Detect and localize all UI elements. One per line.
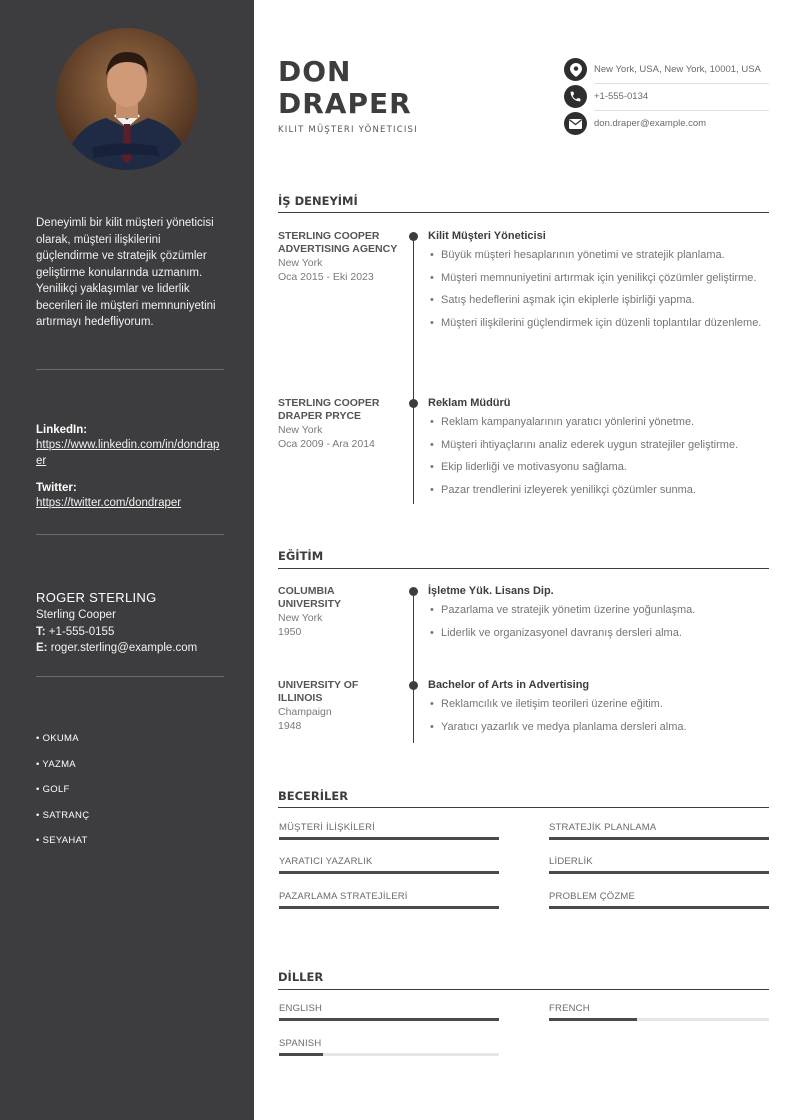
bullet-item: • Müşteri ilişkilerini güçlendirmek için düzenli toplantılar düzenleme. <box>428 316 768 331</box>
skill-item <box>279 891 499 909</box>
skill-name: STRATEJİK PLANLAMA <box>549 822 657 833</box>
bullet-item: • Reklamcılık ve iletişim teorileri üzerine eğitim. <box>428 697 768 712</box>
education-entry-details <box>428 679 768 742</box>
skill-bar <box>549 871 769 874</box>
reference-title: REFERANS <box>36 555 109 569</box>
language-bar-fill <box>549 1018 637 1021</box>
reference-email-label: E: <box>36 642 48 654</box>
reference-name: ROGER STERLING <box>36 590 157 605</box>
language-bar-fill <box>279 1018 499 1021</box>
reference-phone-row <box>36 624 224 641</box>
skill-bar-fill <box>549 837 769 840</box>
skill-bar-fill <box>549 906 769 909</box>
language-item <box>279 1038 499 1056</box>
language-bar <box>279 1018 499 1021</box>
experience-location: New York <box>278 257 323 269</box>
languages-rule <box>278 989 769 990</box>
skill-name: PAZARLAMA STRATEJİLERİ <box>279 891 408 902</box>
sidebar-divider <box>36 369 224 370</box>
experience-position: Reklam Müdürü <box>428 397 511 409</box>
skill-bar-fill <box>279 906 499 909</box>
phone-icon <box>564 85 587 108</box>
language-bar <box>279 1053 499 1056</box>
links-section <box>36 390 224 511</box>
contact-email-text: don.draper@example.com <box>594 118 707 129</box>
links-title: BAĞLANTILAR <box>36 390 133 404</box>
education-school: UNIVERSITY OF ILLINOIS <box>278 679 359 704</box>
skill-item <box>549 891 769 909</box>
skill-bar <box>549 837 769 840</box>
education-degree: Bachelor of Arts in Advertising <box>428 679 590 691</box>
hobby-item: • SATRANÇ <box>36 809 90 821</box>
language-name: ENGLISH <box>279 1003 323 1014</box>
education-bullets <box>428 603 768 641</box>
experience-entry-meta <box>278 230 398 284</box>
about-title: HAKKIMDA <box>36 183 112 197</box>
bullet-item: • Liderlik ve organizasyonel davranış dersleri alma. <box>428 626 768 641</box>
location-pin-icon <box>564 58 587 81</box>
skill-name: LİDERLİK <box>549 856 593 867</box>
name-last: DRAPER <box>278 87 412 120</box>
skill-item <box>549 822 769 840</box>
education-degree: İşletme Yük. Lisans Dip. <box>428 585 554 597</box>
education-bullets <box>428 697 768 735</box>
twitter-link[interactable]: https://twitter.com/dondraper <box>36 497 182 509</box>
reference-section <box>36 555 224 657</box>
education-timeline <box>413 591 414 743</box>
language-bar-fill <box>279 1053 323 1056</box>
contact-address <box>564 56 769 83</box>
twitter-label: Twitter: <box>36 482 77 494</box>
skill-item <box>549 856 769 874</box>
bullet-item: • Ekip liderliği ve motivasyonu sağlama. <box>428 460 768 475</box>
experience-dates: Oca 2009 - Ara 2014 <box>278 438 375 450</box>
education-year: 1950 <box>278 626 302 638</box>
skill-bar-fill <box>279 837 499 840</box>
contact-email <box>564 110 769 137</box>
hobby-item: • GOLF <box>36 784 70 795</box>
education-rule <box>278 568 769 569</box>
education-location: Champaign <box>278 706 332 718</box>
reference-email: roger.sterling@example.com <box>50 642 198 654</box>
skill-bar <box>549 906 769 909</box>
experience-entry-meta <box>278 397 398 451</box>
language-item <box>279 1003 499 1021</box>
about-section <box>36 183 224 331</box>
skills-rule <box>278 807 769 808</box>
hobby-list <box>36 733 224 861</box>
experience-title: İŞ DENEYİMİ <box>278 194 358 208</box>
hobbies-title: HOBİLER <box>36 697 97 711</box>
experience-org: STERLING COOPER DRAPER PRYCE <box>278 397 380 422</box>
email-icon <box>564 112 587 135</box>
timeline-dot <box>409 399 418 408</box>
reference-company: Sterling Cooper <box>36 609 116 621</box>
skill-bar-fill <box>549 871 769 874</box>
language-item <box>549 1003 769 1021</box>
language-name: FRENCH <box>549 1003 590 1014</box>
experience-rule <box>278 212 769 213</box>
bullet-item: • Yaratıcı yazarlık ve medya planlama dersleri alma. <box>428 720 768 735</box>
skill-item <box>279 856 499 874</box>
experience-dates: Oca 2015 - Eki 2023 <box>278 271 374 283</box>
education-year: 1948 <box>278 720 302 732</box>
reference-phone: +1-555-0155 <box>48 625 115 638</box>
experience-position: Kilit Müşteri Yöneticisi <box>428 230 546 242</box>
linkedin-link[interactable]: https://www.linkedin.com/in/dondraper <box>36 439 220 467</box>
bullet-item: • Pazarlama ve stratejik yönetim üzerine yoğunlaşma. <box>428 603 768 618</box>
bullet-item: • Pazar trendlerini izleyerek yenilikçi çözümler sunma. <box>428 483 768 498</box>
language-bar <box>549 1018 769 1021</box>
skills-title: BECERİLER <box>278 789 349 803</box>
education-entry-meta <box>278 679 398 733</box>
language-name: SPANISH <box>279 1038 322 1049</box>
experience-bullets <box>428 248 768 331</box>
contact-address-text: New York, USA, New York, 10001, USA <box>594 64 761 75</box>
skill-bar <box>279 906 499 909</box>
skill-name: YARATICI YAZARLIK <box>279 856 373 867</box>
education-location: New York <box>278 612 323 624</box>
experience-entry-details <box>428 230 768 338</box>
linkedin-label: LinkedIn: <box>36 424 88 436</box>
skill-name: PROBLEM ÇÖZME <box>549 891 635 902</box>
experience-entry-details <box>428 397 768 505</box>
education-entry-details <box>428 585 768 648</box>
skill-bar-fill <box>279 871 499 874</box>
experience-timeline <box>413 236 414 504</box>
sidebar-divider <box>36 676 224 677</box>
experience-org: STERLING COOPER ADVERTISING AGENCY <box>278 230 398 255</box>
timeline-dot <box>409 587 418 596</box>
languages-title: DİLLER <box>278 970 324 984</box>
education-entry-meta <box>278 585 398 639</box>
hobby-item: • YAZMA <box>36 758 76 770</box>
bullet-item: • Reklam kampanyalarının yaratıcı yönlerini yönetme. <box>428 415 768 430</box>
hobby-item: • SEYAHAT <box>36 835 88 846</box>
bullet-item: • Büyük müşteri hesaplarının yönetimi ve stratejik planlama. <box>428 248 768 263</box>
timeline-dot <box>409 681 418 690</box>
skill-item <box>279 822 499 840</box>
hobby-item: • OKUMA <box>36 733 79 744</box>
bullet-item: • Müşteri ihtiyaçlarını analiz ederek uygun stratejiler geliştirme. <box>428 438 768 453</box>
experience-location: New York <box>278 424 323 436</box>
name-first: DON <box>278 55 352 88</box>
bullet-item: • Satış hedeflerini aşmak için ekiplerle işbirliği yapma. <box>428 293 768 308</box>
reference-email-row <box>36 640 224 657</box>
experience-bullets <box>428 415 768 498</box>
candidate-role: KILIT MÜŞTERI YÖNETICISI <box>278 125 418 135</box>
sidebar-divider <box>36 534 224 535</box>
about-text: Deneyimli bir kilit müşteri yöneticisi olarak, müşteri ilişkilerini güçlendirme ve stratejik çözümler geliştirme konularında uzmanım. Yenilikçi yaklaşımlar ve liderlik becerileri ile müşteri memnuniyetini artırmayı hedefliyorum. <box>36 217 216 328</box>
profile-photo <box>56 28 198 170</box>
contact-phone-text: +1-555-0134 <box>594 91 649 102</box>
skill-name: MÜŞTERİ İLİŞKİLERİ <box>279 822 375 833</box>
hobbies-section <box>36 697 224 861</box>
skill-bar <box>279 837 499 840</box>
contact-phone <box>564 83 769 110</box>
reference-phone-label: T: <box>36 625 46 638</box>
bullet-item: • Müşteri memnuniyetini artırmak için yenilikçi çözümler geliştirme. <box>428 271 768 286</box>
skill-bar <box>279 871 499 874</box>
candidate-name <box>278 56 412 120</box>
education-title: EĞİTİM <box>278 549 324 563</box>
timeline-dot <box>409 232 418 241</box>
education-school: COLUMBIA UNIVERSITY <box>278 585 342 610</box>
